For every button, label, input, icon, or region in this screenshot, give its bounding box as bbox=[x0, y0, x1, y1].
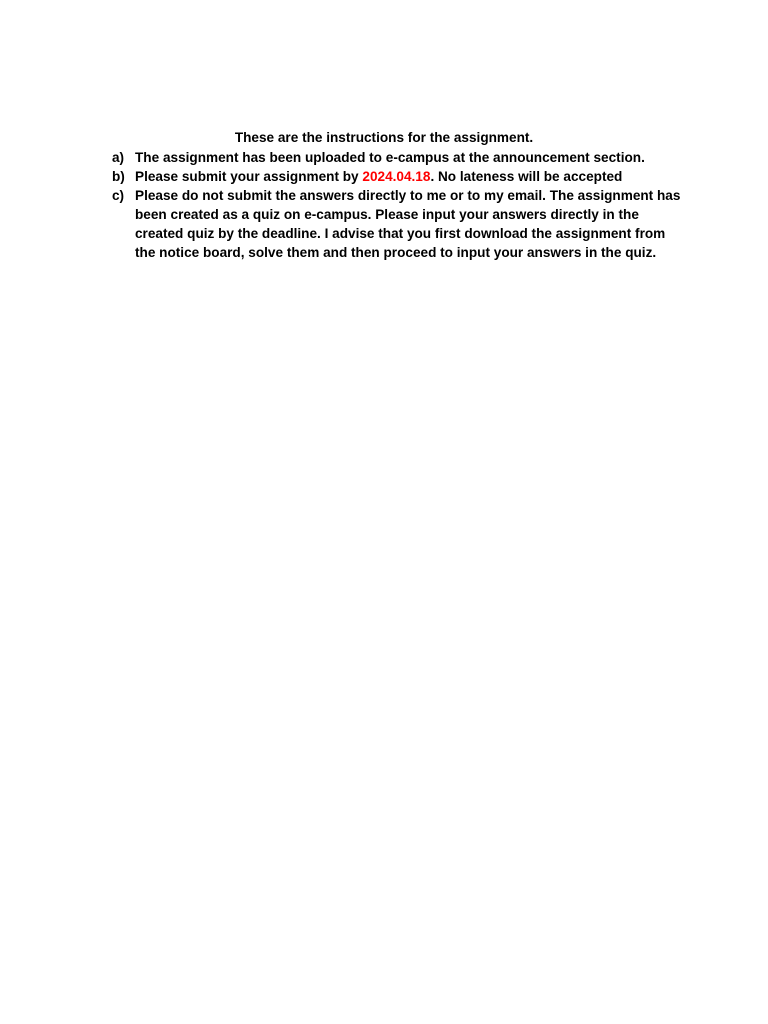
list-marker: c) bbox=[112, 187, 125, 203]
list-item bbox=[112, 186, 682, 262]
instructions-heading: These are the instructions for the assignment. bbox=[234, 130, 534, 145]
list-item-text-after: . No lateness will be accepted bbox=[430, 168, 623, 184]
list-item bbox=[112, 167, 682, 186]
list-marker: b) bbox=[112, 168, 125, 184]
list-item-text-before: Please submit your assignment by bbox=[135, 168, 363, 184]
instructions-list bbox=[112, 148, 682, 262]
deadline-date: 2024.04.18 bbox=[362, 168, 431, 184]
list-marker: a) bbox=[112, 149, 125, 165]
list-item-text: The assignment has been uploaded to e-campus at the announcement section. bbox=[135, 149, 645, 165]
list-item-text: Please do not submit the answers directly to me or to my email. The assignment has been created as a quiz on e-campus. Please input your answers directly in the created quiz by the deadline. I advise that you first download the assignment from the notice board, solve them and then proceed to input your answers in the quiz. bbox=[135, 187, 681, 260]
list-item bbox=[112, 148, 682, 167]
instructions-block bbox=[112, 128, 682, 262]
